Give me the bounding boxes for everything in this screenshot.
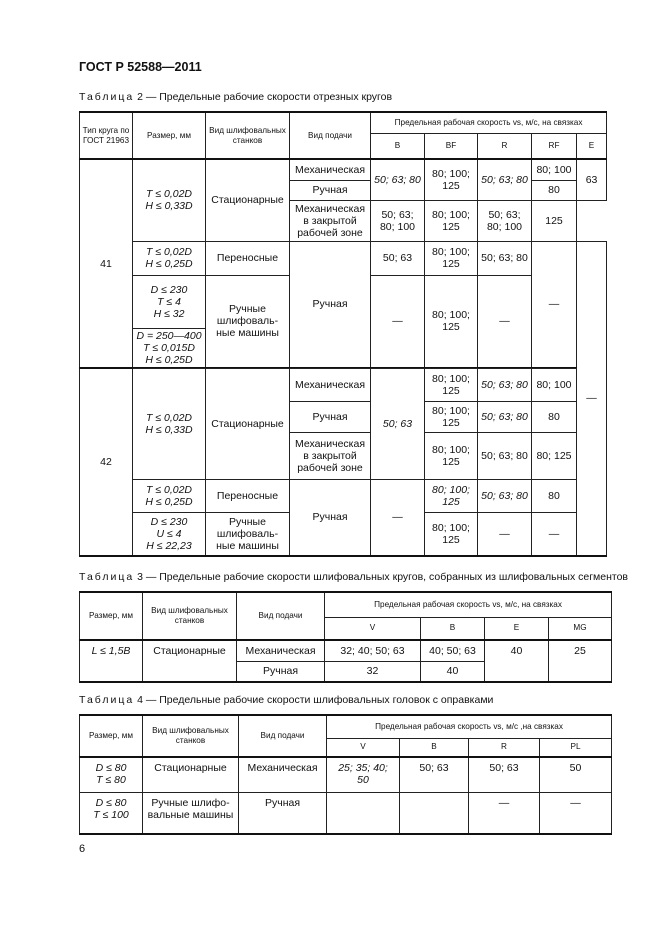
t2-feed-hand-4: Ручная xyxy=(290,479,371,556)
t2-cell-bf-3: 80; 100; 125 xyxy=(425,241,478,275)
t2-type-42: 42 xyxy=(80,368,133,556)
t2-cell-rf-1: 80; 100 xyxy=(532,159,577,180)
t2-bond-e: E xyxy=(577,133,607,159)
t2-cell-b-2: 50; 63; 80; 100 xyxy=(371,200,425,241)
t2-size-6: T ≤ 0,02D H ≤ 0,25D xyxy=(133,479,206,512)
t3-bond-e: E xyxy=(485,617,549,640)
t4-cell-r-2: — xyxy=(469,792,540,834)
t4-header-speed: Предельная рабочая скорость vs, м/с ,на связках xyxy=(327,715,612,738)
t2-cell-r-7: 50; 63; 80 xyxy=(478,432,532,479)
t4-header-machines: Вид шлифовальных станков xyxy=(143,715,239,757)
table2-caption-word: Таблица xyxy=(79,91,135,103)
t2-cell-r-2: 50; 63; 80; 100 xyxy=(478,200,532,241)
t2-machine-hand: Ручные шлифоваль- ные машины xyxy=(206,275,290,368)
t2-machine-portable-2: Переносные xyxy=(206,479,290,512)
t2-header-feed: Вид подачи xyxy=(290,112,371,159)
t2-cell-r-5: 50; 63; 80 xyxy=(478,368,532,401)
t2-cell-bf-9: 80; 100; 125 xyxy=(425,512,478,556)
table3 xyxy=(79,591,612,683)
t3-bond-v: V xyxy=(325,617,421,640)
t2-cell-rf-7: 80; 125 xyxy=(532,432,577,479)
t3-bond-mg: MG xyxy=(549,617,612,640)
table4-caption-word: Таблица xyxy=(79,694,135,706)
t2-cell-r-1: 50; 63; 80 xyxy=(478,159,532,200)
t2-cell-b-1: 50; 63; 80 xyxy=(371,159,425,200)
t4-cell-pl-2: — xyxy=(540,792,612,834)
t3-bond-b: B xyxy=(421,617,485,640)
t2-cell-rf-4: — xyxy=(532,241,577,368)
t3-feed-hand: Ручная xyxy=(237,661,325,682)
t2-bond-rf: RF xyxy=(532,133,577,159)
t4-cell-pl-1: 50 xyxy=(540,757,612,792)
t2-bond-r: R xyxy=(478,133,532,159)
t2-cell-rf-5: 80; 100 xyxy=(532,368,577,401)
t3-header-feed: Вид подачи xyxy=(237,592,325,640)
table2-caption xyxy=(79,91,392,103)
t2-cell-bf-7: 80; 100; 125 xyxy=(425,432,478,479)
document-header: ГОСТ Р 52588—2011 xyxy=(79,60,202,74)
t2-header-type: Тип круга по ГОСТ 21963 xyxy=(80,112,133,159)
t3-header-size: Размер, мм xyxy=(80,592,143,640)
t2-feed-mech-2: Механическая xyxy=(290,368,371,401)
t2-cell-bf-4: 80; 100; 125 xyxy=(425,275,478,368)
t3-cell-v-2: 32 xyxy=(325,661,421,682)
t2-feed-hand: Ручная xyxy=(290,180,371,200)
t3-cell-b-1: 40; 50; 63 xyxy=(421,640,485,661)
t4-header-feed: Вид подачи xyxy=(239,715,327,757)
table4-caption-text: 4 — Предельные рабочие скорости шлифовальных головок с оправками xyxy=(134,694,494,706)
table3-caption xyxy=(79,571,628,583)
t4-feed-1: Механическая xyxy=(239,757,327,792)
table4-caption xyxy=(79,694,493,706)
t3-header-machines: Вид шлифовальных станков xyxy=(143,592,237,640)
t2-size-3: D ≤ 230 T ≤ 4 H ≤ 32 xyxy=(133,275,206,328)
t2-cell-bf-2: 80; 100; 125 xyxy=(425,200,478,241)
t4-feed-2: Ручная xyxy=(239,792,327,834)
t4-bond-v: V xyxy=(327,738,400,757)
t4-bond-b: B xyxy=(400,738,469,757)
t2-header-speed: Предельная рабочая скорость vs, м/с, на связках xyxy=(371,112,607,133)
table3-caption-text: 3 — Предельные рабочие скорости шлифовальных кругов, собранных из шлифовальных сегментов xyxy=(134,571,629,583)
t2-size-5: T ≤ 0,02D H ≤ 0,33D xyxy=(133,368,206,479)
t2-size-2: T ≤ 0,02D H ≤ 0,25D xyxy=(133,241,206,275)
table3-caption-word: Таблица xyxy=(79,571,135,583)
page-number: 6 xyxy=(79,843,86,855)
t2-cell-bf-5: 80; 100; 125 xyxy=(425,368,478,401)
t2-cell-rf-3: 125 xyxy=(532,200,577,241)
t2-cell-b-6: — xyxy=(371,479,425,556)
t2-cell-rf-8: 80 xyxy=(532,479,577,512)
t2-cell-rf-6: 80 xyxy=(532,401,577,432)
t4-cell-b-2 xyxy=(400,792,469,834)
t2-feed-mech-closed-2: Механическая в закрытой рабочей зоне xyxy=(290,432,371,479)
t2-cell-r-3: 50; 63; 80 xyxy=(478,241,532,275)
t2-cell-r-4: — xyxy=(478,275,532,368)
t4-cell-b-1: 50; 63 xyxy=(400,757,469,792)
t2-machine-hand-2: Ручные шлифоваль- ные машины xyxy=(206,512,290,556)
t2-machine-stationary: Стационарные xyxy=(206,159,290,241)
t2-cell-r-9: — xyxy=(478,512,532,556)
t2-bond-b: B xyxy=(371,133,425,159)
table2 xyxy=(79,111,607,557)
t4-cell-v-1: 25; 35; 40; 50 xyxy=(327,757,400,792)
t4-header-size: Размер, мм xyxy=(80,715,143,757)
t2-cell-b-3: 50; 63 xyxy=(371,241,425,275)
t4-size-2: D ≤ 80 T ≤ 100 xyxy=(80,792,143,834)
t2-bond-bf: BF xyxy=(425,133,478,159)
t4-machine-1: Стационарные xyxy=(143,757,239,792)
t2-size-4: D = 250—400 T ≤ 0,015D H ≤ 0,25D xyxy=(133,328,206,368)
t2-cell-r-8: 50; 63; 80 xyxy=(478,479,532,512)
t3-cell-mg: 25 xyxy=(549,640,612,682)
t2-machine-portable: Переносные xyxy=(206,241,290,275)
t2-type-41: 41 xyxy=(80,159,133,368)
t3-cell-v-1: 32; 40; 50; 63 xyxy=(325,640,421,661)
t2-cell-bf-8: 80; 100; 125 xyxy=(425,479,478,512)
t3-cell-b-2: 40 xyxy=(421,661,485,682)
t3-size: L ≤ 1,5B xyxy=(80,640,143,682)
t2-cell-e-1: 63 xyxy=(577,159,607,200)
t4-bond-r: R xyxy=(469,738,540,757)
table2-caption-text: 2 — Предельные рабочие скорости отрезных кругов xyxy=(134,91,393,103)
t4-bond-pl: PL xyxy=(540,738,612,757)
t2-size-1: T ≤ 0,02D H ≤ 0,33D xyxy=(133,159,206,241)
t4-size-1: D ≤ 80 T ≤ 80 xyxy=(80,757,143,792)
t2-machine-stationary-2: Стационарные xyxy=(206,368,290,479)
t2-cell-r-6: 50; 63; 80 xyxy=(478,401,532,432)
t2-feed-mech-closed: Механическая в закрытой рабочей зоне xyxy=(290,200,371,241)
t2-size-7: D ≤ 230 U ≤ 4 H ≤ 22,23 xyxy=(133,512,206,556)
t4-cell-r-1: 50; 63 xyxy=(469,757,540,792)
t3-feed-mech: Механическая xyxy=(237,640,325,661)
t3-cell-e: 40 xyxy=(485,640,549,682)
t2-header-size: Размер, мм xyxy=(133,112,206,159)
t2-feed-hand-3: Ручная xyxy=(290,401,371,432)
t2-cell-b-5: 50; 63 xyxy=(371,368,425,479)
t2-cell-bf-6: 80; 100; 125 xyxy=(425,401,478,432)
t2-cell-e-2: — xyxy=(577,241,607,556)
t3-machine: Стационарные xyxy=(143,640,237,682)
t2-header-machines: Вид шлифовальных станков xyxy=(206,112,290,159)
t2-cell-rf-9: — xyxy=(532,512,577,556)
table4 xyxy=(79,714,612,835)
t2-cell-b-4: — xyxy=(371,275,425,368)
t2-cell-bf-1: 80; 100; 125 xyxy=(425,159,478,200)
t4-machine-2: Ручные шлифо- вальные машины xyxy=(143,792,239,834)
t2-cell-rf-2: 80 xyxy=(532,180,577,200)
t2-feed-mech: Механическая xyxy=(290,159,371,180)
t2-feed-hand-2: Ручная xyxy=(290,241,371,368)
t3-header-speed: Предельная рабочая скорость vs, м/с, на связках xyxy=(325,592,612,617)
t4-cell-v-2 xyxy=(327,792,400,834)
